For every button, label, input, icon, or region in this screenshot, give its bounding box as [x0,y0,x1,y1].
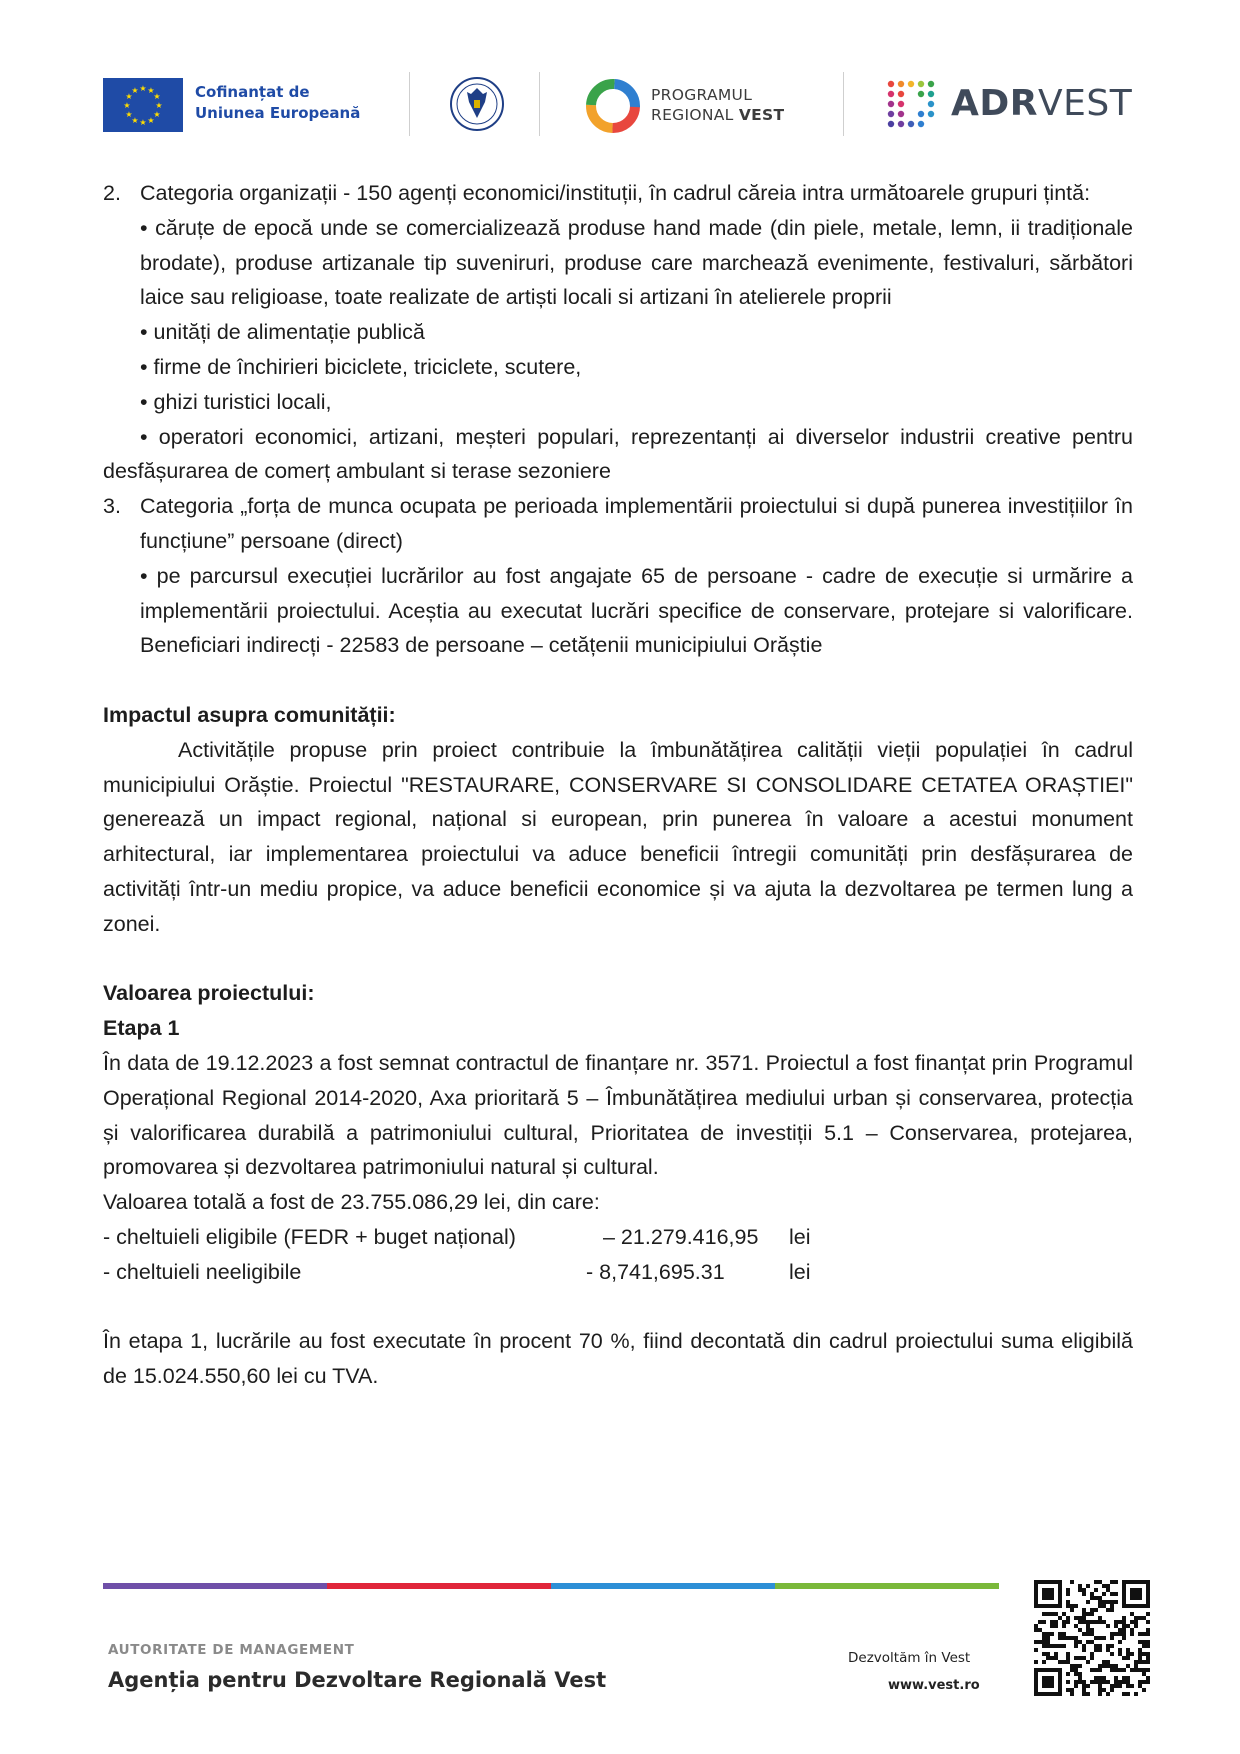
svg-text:★: ★ [139,84,147,93]
list-item-2 [103,176,1133,420]
eligible-amount: – 21.279.416,95 [603,1224,759,1249]
ineligible-amount: - 8,741,695.31 [586,1259,725,1284]
svg-text:★: ★ [125,110,133,119]
prv-line2 [651,105,784,125]
bullet-item: • căruțe de epocă unde se comercializează produse hand made (din piele, metale, lemn, ii tradiționale brodate), produse artizanale tip suveniruri, produse care marchează evenimente, festivaluri, sărbători laice sau religioase, toate realizate de artiști locali si artizani în atelierele proprii [140,215,1133,310]
footer-agency-name: Agenția pentru Dezvoltare Regională Vest [108,1668,607,1692]
svg-text:★: ★ [123,101,131,110]
ineligible-label: - cheltuieli neeligibile [103,1259,302,1284]
footer-slogan: Dezvoltăm în Vest [848,1650,971,1666]
document-body [103,176,1133,1394]
bullet-item-wrapped: • operatori economici, artizani, meșteri populari, reprezentanți ai diverselor industrii creative pentru desfășurarea de comerț ambulant si terase sezoniere [103,424,1133,484]
stage-result-paragraph: În etapa 1, lucrările au fost executate în procent 70 %, fiind decontată din cadrul proiectului suma eligibilă de 15.024.550,60 lei cu TVA. [103,1329,1133,1389]
eligible-unit: lei [789,1224,811,1249]
eu-text-line1: Cofinanțat de [195,83,310,101]
impact-heading: Impactul asupra comunității: [103,702,396,727]
adr-text-light: VEST [1037,83,1133,124]
total-value-line: Valoarea totală a fost de 23.755.086,29 lei, din care: [103,1190,600,1215]
color-bar-segment [775,1583,999,1589]
adr-vest-dots-logo [883,76,939,137]
eu-flag-logo [103,78,183,132]
footer-authority-label: AUTORITATE DE MANAGEMENT [108,1642,355,1658]
svg-text:★: ★ [155,101,163,110]
adr-vest-text [951,80,1132,128]
svg-text:★: ★ [153,110,161,119]
svg-text:★: ★ [147,86,155,95]
prv-line1: PROGRAMUL [651,86,753,104]
color-bar-segment [327,1583,551,1589]
list-item-intro: Categoria organizații - 150 agenți economici/instituții, în cadrul căreia intra următoarele grupuri țintă: [140,181,1091,205]
svg-text:★: ★ [147,116,155,125]
eu-cofinancing-text [195,82,360,124]
prv-line2-vest: VEST [738,106,785,124]
programul-regional-vest-text [651,85,784,125]
bullet-item: • ghizi turistici locali, [140,389,332,414]
ineligible-costs-row [103,1255,1133,1290]
footer-color-bar [103,1583,999,1589]
footer-website-link[interactable]: www.vest.ro [888,1678,980,1693]
qr-code-icon[interactable] [1034,1580,1150,1696]
spacer [103,1290,1133,1325]
page-header [103,72,1133,136]
bullet-item: • unități de alimentație publică [140,320,425,345]
color-bar-segment [103,1583,327,1589]
contract-paragraph: În data de 19.12.2023 a fost semnat contractul de finanțare nr. 3571. Proiectul a fost finanțat prin Programul Operațional Regional 2014-2020, Axa prioritară 5 – Îmbunătățirea mediului urban și conservarea, protecția și valorificarea durabilă a patrimoniului cultural, Prioritatea de investiții 5.1 – Conservarea, protejarea, promovarea și dezvoltarea patrimoniului natural și cultural. [103,1050,1133,1180]
adr-text-bold: ADR [951,83,1038,124]
ineligible-unit: lei [789,1259,811,1284]
spacer [103,942,1133,977]
header-divider [409,72,410,136]
programul-regional-vest-logo [583,76,643,141]
svg-text:★: ★ [125,92,133,101]
header-divider [843,72,844,136]
stage-heading: Etapa 1 [103,1016,180,1041]
spacer [103,663,1133,698]
eligible-costs-row [103,1220,1133,1255]
header-divider [539,72,540,136]
svg-text:★: ★ [131,116,139,125]
bullet-item: • pe parcursul execuției lucrărilor au fost angajate 65 de persoane - cadre de execuție si urmărire a implementării proiectului. Aceștia au executat lucrări specifice de conservare, protejare si valorificare. Beneficiari indirecți - 22583 de persoane – cetățenii municipiului Orăștie [140,563,1133,658]
svg-text:★: ★ [153,92,161,101]
svg-text:★: ★ [139,118,147,127]
list-number: 3. [103,494,121,519]
color-bar-segment [551,1583,775,1589]
eligible-label: - cheltuieli eligibile (FEDR + buget național) [103,1224,516,1249]
prv-line2-regional: REGIONAL [651,106,739,124]
value-heading: Valoarea proiectului: [103,981,315,1006]
eu-text-line2: Uniunea Europeană [195,104,361,122]
list-item-intro: Categoria „forța de munca ocupata pe perioada implementării proiectului si după punerea investițiilor în funcțiune” persoane (direct) [140,494,1133,553]
romanian-government-seal-logo [449,76,505,137]
impact-paragraph: Activitățile propuse prin proiect contribuie la îmbunătățirea calității vieții populației în cadrul municipiului Orăștie. Proiectul "RESTAURARE, CONSERVARE SI CONSOLIDARE CETATEA ORAȘTIEI" generează un impact regional, național si european, prin punerea în valoare a acestui monument arhitectural, iar implementarea proiectului va aduce beneficii întregii comunități prin desfășurarea de activități într-un mediu propice, va aduce beneficii economice și va ajuta la dezvoltarea pe termen lung a zonei. [103,737,1133,936]
svg-text:★: ★ [131,86,139,95]
bullet-item: • firme de închirieri biciclete, triciclete, scutere, [140,354,582,379]
list-item-3 [103,489,1133,663]
list-number: 2. [103,181,121,205]
